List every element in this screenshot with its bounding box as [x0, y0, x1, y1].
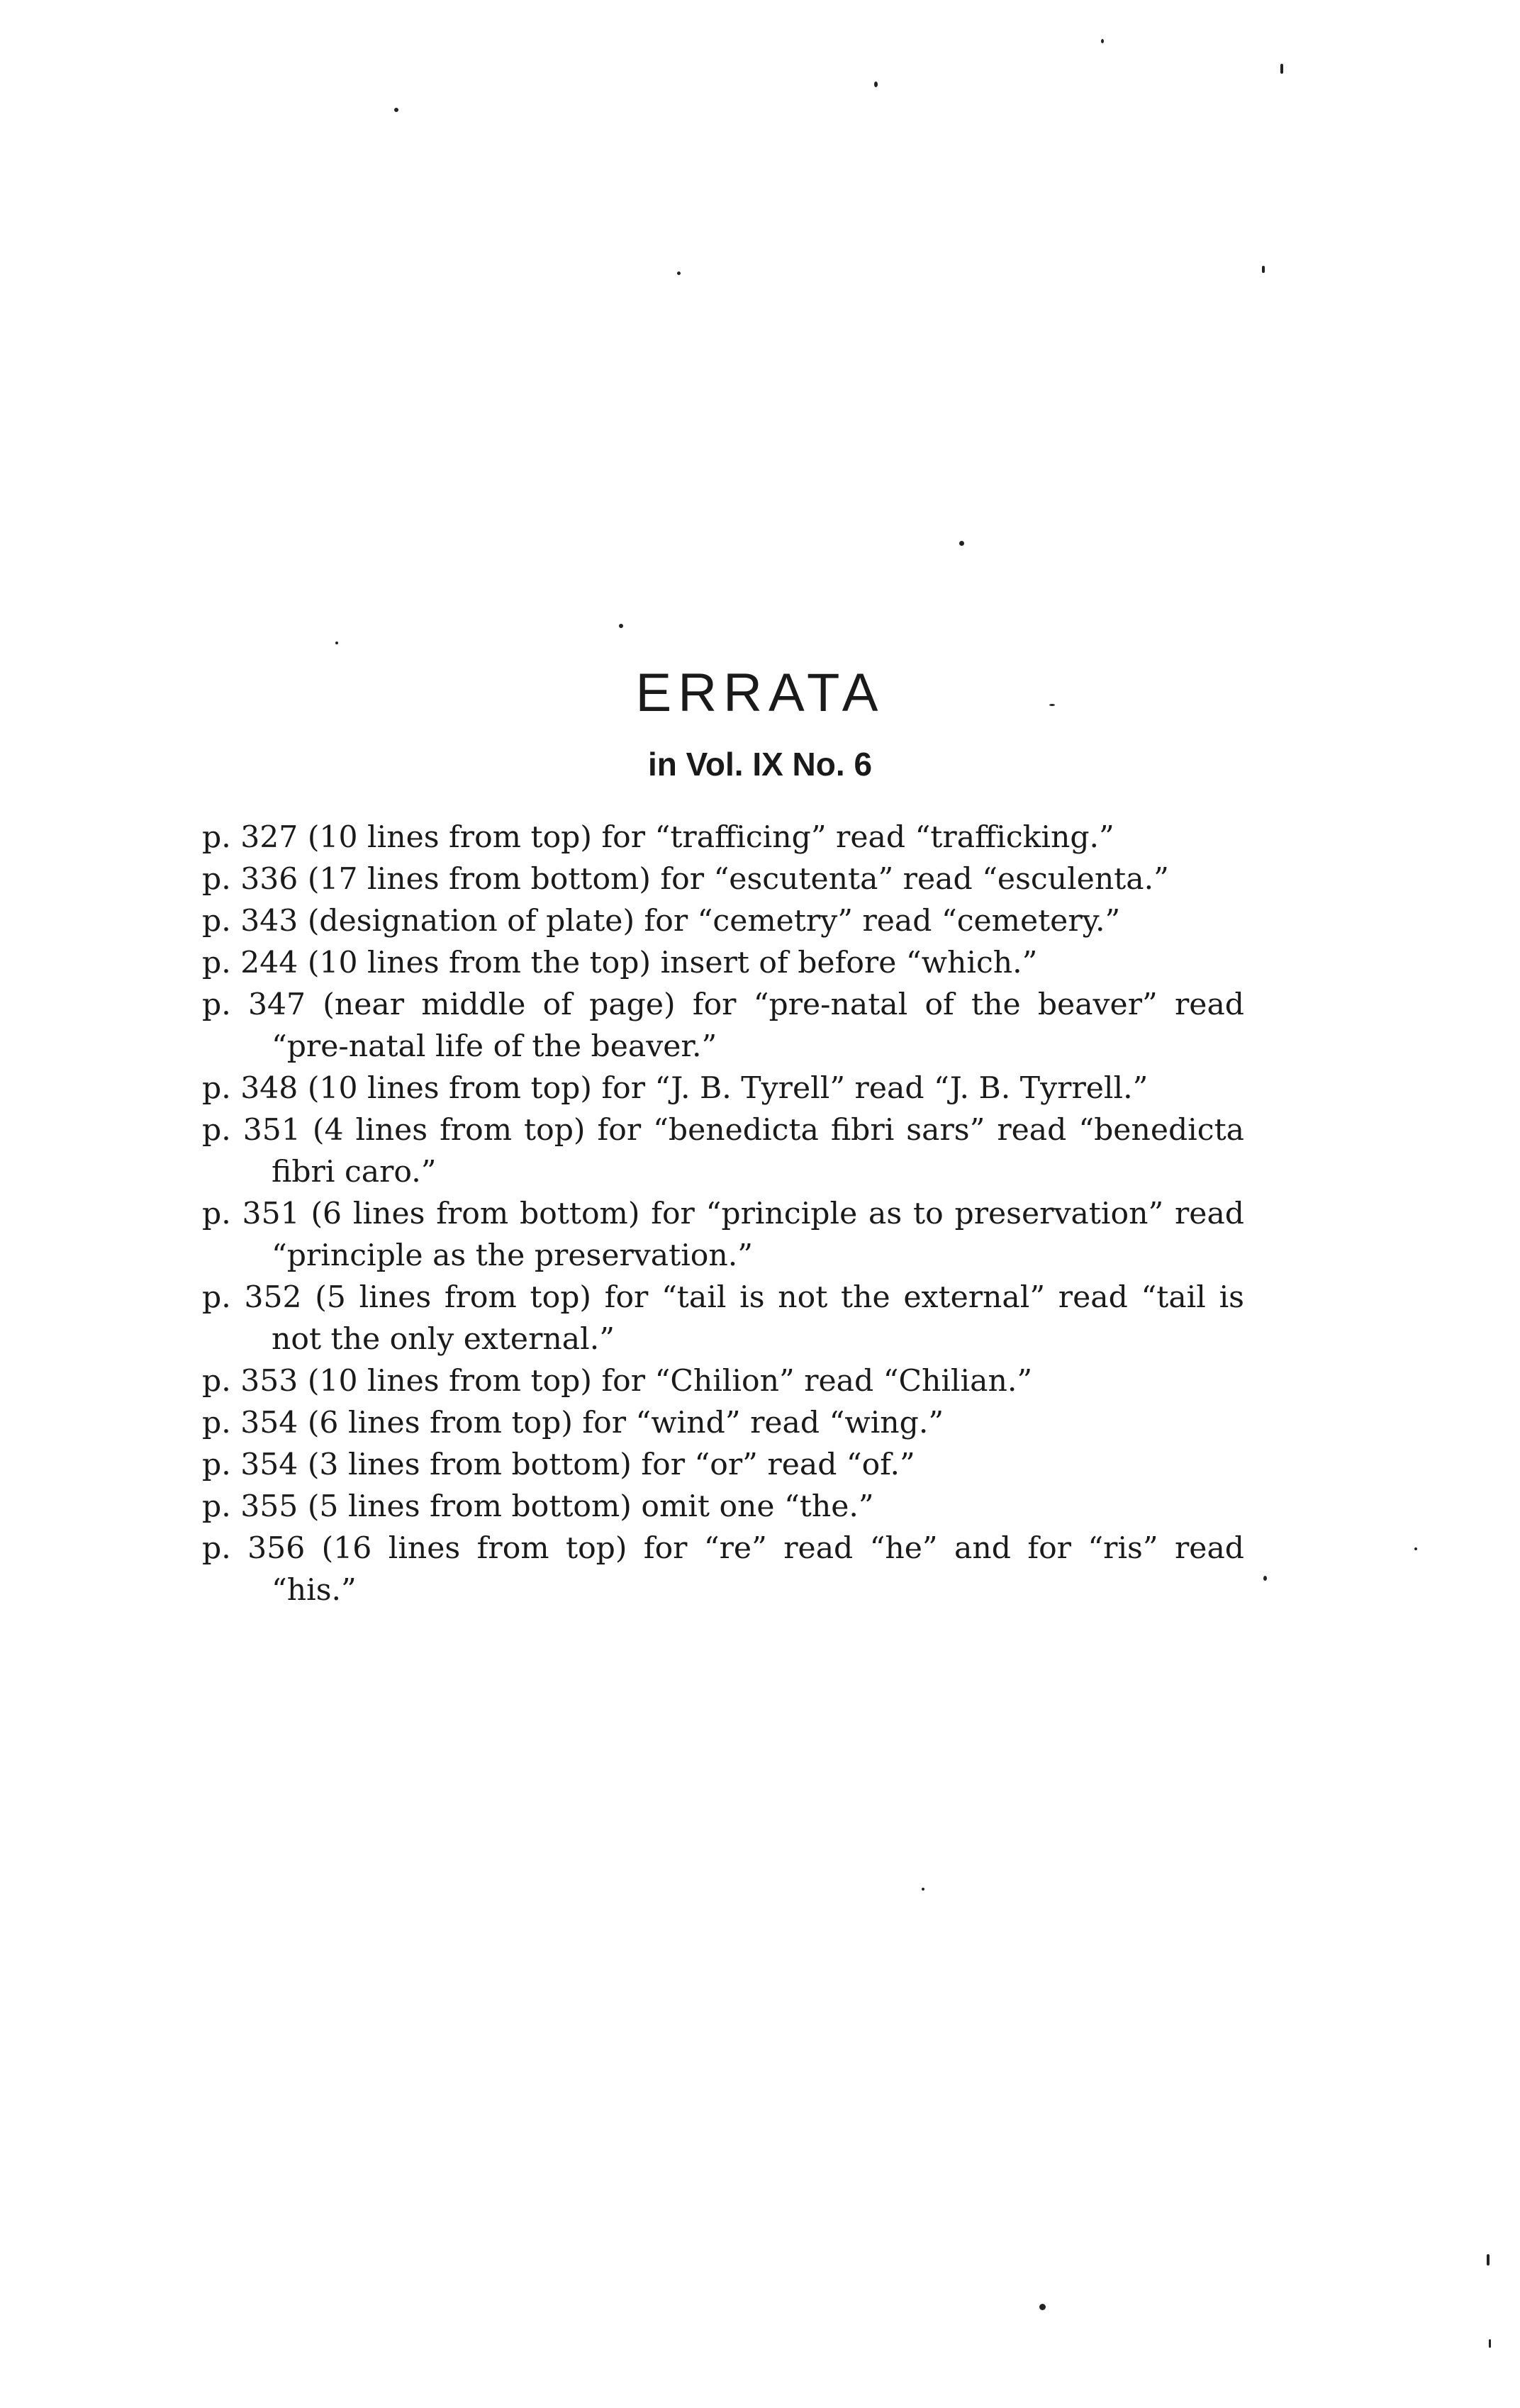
scan-speck	[922, 1888, 924, 1891]
errata-entry: p. 348 (10 lines from top) for “J. B. Tyrell” read “J. B. Tyrrell.”	[202, 1071, 1149, 1106]
errata-entry: p. 356 (16 lines from top) for “re” read “he” and for “ris” read “his.”	[202, 1531, 1244, 1608]
scan-speck	[1414, 1547, 1417, 1550]
errata-entry: p. 351 (6 lines from bottom) for “principle as to preservation” read “principle as the preservation.”	[202, 1197, 1244, 1273]
scan-speck	[677, 271, 681, 275]
errata-entry: p. 354 (3 lines from bottom) for “or” read “of.”	[202, 1447, 915, 1482]
scan-speck	[1263, 1576, 1267, 1581]
scan-speck	[959, 541, 964, 546]
errata-entry: p. 336 (17 lines from bottom) for “escutenta” read “esculenta.”	[202, 862, 1169, 897]
scan-speck	[335, 642, 338, 644]
scan-speck	[1039, 2304, 1046, 2310]
errata-entry: p. 354 (6 lines from top) for “wind” read “wing.”	[202, 1406, 944, 1440]
errata-entry: p. 347 (near middle of page) for “pre-natal of the beaver” read “pre-natal life of the beaver.”	[202, 987, 1244, 1064]
page-subtitle: in Vol. IX No. 6	[647, 746, 873, 783]
scan-speck	[1280, 64, 1283, 74]
scan-speck	[1489, 2339, 1491, 2348]
errata-entry: p. 327 (10 lines from top) for “trafficing” read “trafficking.”	[202, 820, 1114, 855]
errata-entry: p. 244 (10 lines from the top) insert of before “which.”	[202, 946, 1038, 980]
scan-speck	[1262, 266, 1265, 273]
scan-speck	[1049, 704, 1055, 706]
scan-speck	[394, 108, 398, 112]
page-title: ERRATA	[635, 663, 885, 723]
scan-speck	[874, 82, 878, 87]
errata-entry: p. 343 (designation of plate) for “cemetry” read “cemetery.”	[202, 904, 1121, 939]
errata-entry: p. 351 (4 lines from top) for “benedicta fibri sars” read “benedicta fibri caro.”	[202, 1113, 1244, 1189]
scan-speck	[619, 624, 623, 628]
errata-list	[202, 817, 1244, 1611]
scan-speck	[1101, 39, 1104, 43]
errata-entry: p. 353 (10 lines from top) for “Chilion” read “Chilian.”	[202, 1364, 1033, 1399]
errata-entry: p. 352 (5 lines from top) for “tail is not the external” read “tail is not the only external.”	[202, 1280, 1244, 1357]
scan-speck	[1487, 2254, 1490, 2266]
errata-entry: p. 355 (5 lines from bottom) omit one “the.”	[202, 1489, 874, 1524]
